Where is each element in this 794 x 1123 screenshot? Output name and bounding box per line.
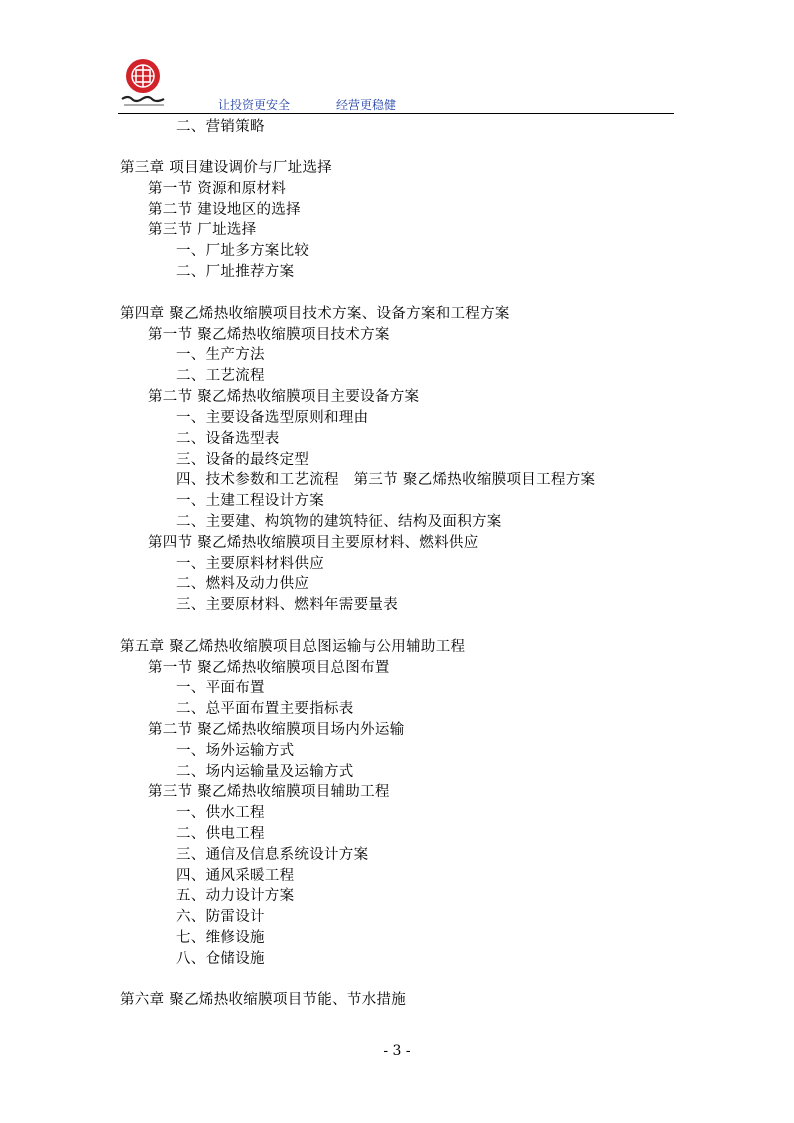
slogan-left: 让投资更安全	[218, 98, 291, 112]
toc-section: 第四节 聚乙烯热收缩膜项目主要原材料、燃料供应	[148, 535, 479, 551]
toc-item: 二、燃料及动力供应	[176, 576, 310, 592]
slogan-right: 经营更稳健	[336, 98, 397, 112]
toc-item: 六、防雷设计	[176, 909, 265, 925]
toc-item: 二、总平面布置主要指标表	[176, 701, 354, 717]
toc-item: 二、厂址推荐方案	[176, 264, 295, 280]
toc-section: 第二节 建设地区的选择	[148, 202, 301, 218]
toc-item: 四、通风采暖工程	[176, 868, 295, 884]
toc-item: 三、设备的最终定型	[176, 452, 310, 468]
toc-section: 第一节 聚乙烯热收缩膜项目技术方案	[148, 327, 390, 343]
toc-item: 二、工艺流程	[176, 368, 265, 384]
toc-chapter: 第三章 项目建设调价与厂址选择	[120, 160, 333, 176]
toc-item: 一、主要原料材料供应	[176, 556, 324, 572]
toc-item: 一、土建工程设计方案	[176, 493, 324, 509]
toc-chapter: 第六章 聚乙烯热收缩膜项目节能、节水措施	[120, 992, 407, 1008]
toc-item: 二、主要建、构筑物的建筑特征、结构及面积方案	[176, 514, 502, 530]
toc-item: 七、维修设施	[176, 930, 265, 946]
toc-item: 一、平面布置	[176, 680, 265, 696]
toc-section: 第二节 聚乙烯热收缩膜项目主要设备方案	[148, 389, 420, 405]
toc-item: 二、设备选型表	[176, 431, 280, 447]
toc-item: 一、主要设备选型原则和理由	[176, 410, 369, 426]
toc-item: 四、技术参数和工艺流程 第三节 聚乙烯热收缩膜项目工程方案	[176, 472, 596, 488]
toc-entry: 二、营销策略	[176, 119, 265, 135]
toc-item: 一、生产方法	[176, 347, 265, 363]
page-number: - 3 -	[383, 1043, 411, 1059]
toc-item: 一、供水工程	[176, 805, 265, 821]
toc-section: 第三节 厂址选择	[148, 222, 257, 238]
toc-item: 五、动力设计方案	[176, 888, 295, 904]
toc-item: 八、仓储设施	[176, 951, 265, 967]
toc-section: 第三节 聚乙烯热收缩膜项目辅助工程	[148, 784, 390, 800]
toc-section: 第一节 聚乙烯热收缩膜项目总图布置	[148, 660, 390, 676]
toc-item: 三、通信及信息系统设计方案	[176, 847, 369, 863]
toc-section: 第一节 资源和原材料	[148, 181, 287, 197]
toc-item: 一、场外运输方式	[176, 743, 295, 759]
toc-section: 第二节 聚乙烯热收缩膜项目场内外运输	[148, 722, 405, 738]
toc-chapter: 第五章 聚乙烯热收缩膜项目总图运输与公用辅助工程	[120, 639, 466, 655]
toc-item: 二、供电工程	[176, 826, 265, 842]
toc-item: 二、场内运输量及运输方式	[176, 764, 354, 780]
toc-item: 一、厂址多方案比较	[176, 243, 310, 259]
toc-item: 三、主要原材料、燃料年需要量表	[176, 597, 398, 613]
toc-chapter: 第四章 聚乙烯热收缩膜项目技术方案、设备方案和工程方案	[120, 306, 510, 322]
